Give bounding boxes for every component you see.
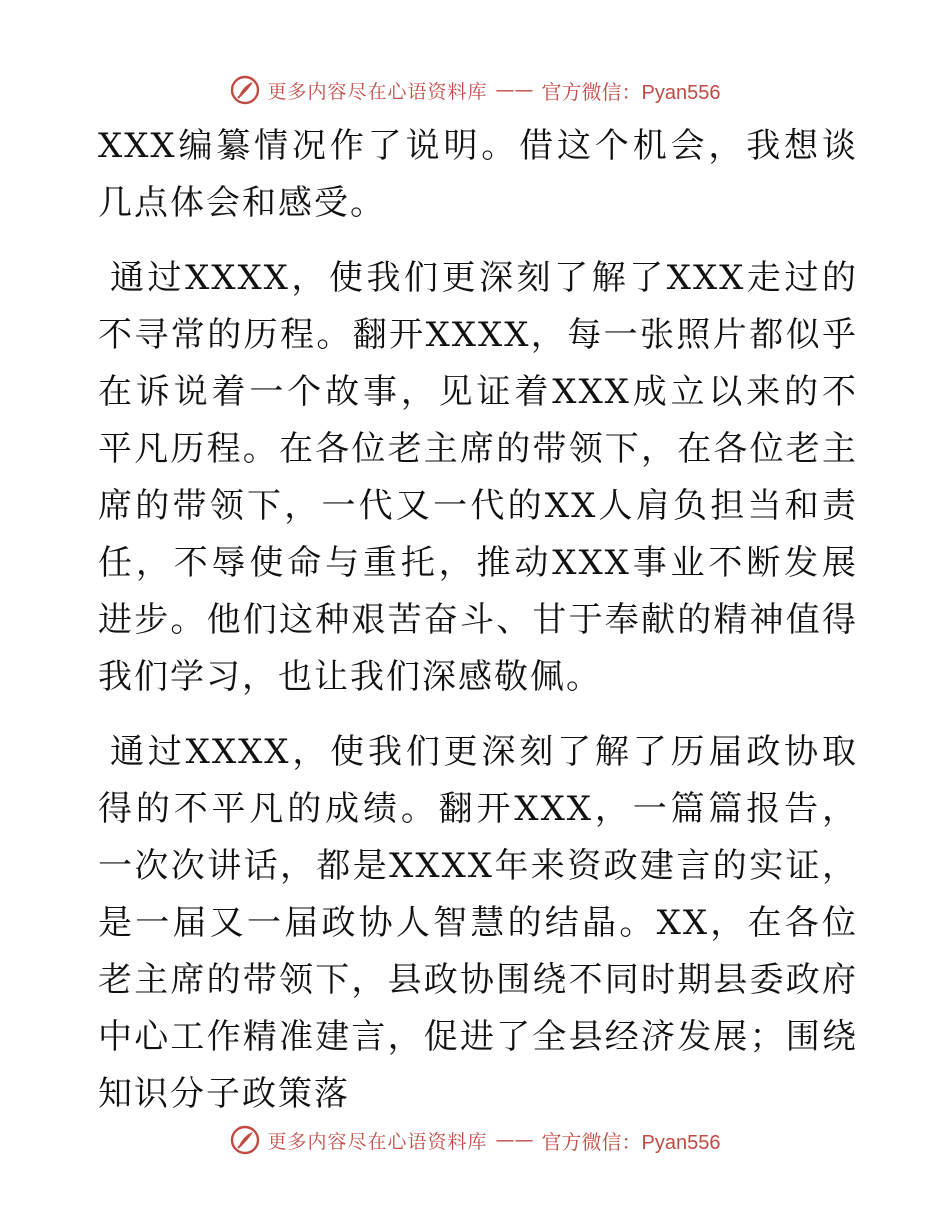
quill-logo-icon bbox=[230, 75, 260, 105]
paragraph-2: 通过XXXX，使我们更深刻了解了XXX走过的不寻常的历程。翻开XXXX，每一张照片都似乎在诉说着一个故事，见证着XXX成立以来的不平凡历程。在各位老主席的带领下，在各位老主席的带领下，一代又一代的XX人肩负担当和责任，不辱使命与重托，推动XXX事业不断发展进步。他们这种艰苦奋斗、甘于奉献的精神值得我们学习，也让我们深感敬佩。 bbox=[98, 258, 858, 697]
quill-logo-icon bbox=[230, 1125, 260, 1155]
watermark-separator: —— bbox=[495, 79, 534, 101]
watermark-text: 更多内容尽在心语资料库 bbox=[267, 1130, 488, 1153]
footer-watermark bbox=[0, 1120, 950, 1160]
watermark-wechat: 官方微信：Pyan556 bbox=[541, 81, 721, 104]
paragraph-3: 通过XXXX，使我们更深刻了解了历届政协取得的不平凡的成绩。翻开XXX，一篇篇报告，一次次讲话，都是XXXX年来资政建言的实证，是一届又一届政协人智慧的结晶。XX，在各位老主席的带领下，县政协围绕不同时期县委政府中心工作精准建言，促进了全县经济发展；围绕知识分子政策落 bbox=[98, 732, 858, 1114]
watermark-text: 更多内容尽在心语资料库 bbox=[267, 80, 488, 103]
watermark-separator: —— bbox=[495, 1129, 534, 1151]
watermark-wechat: 官方微信：Pyan556 bbox=[541, 1131, 721, 1154]
document-body bbox=[98, 118, 858, 1141]
paragraph-1: XXX编纂情况作了说明。借这个机会，我想谈几点体会和感受。 bbox=[98, 126, 858, 223]
header-watermark bbox=[0, 70, 950, 110]
